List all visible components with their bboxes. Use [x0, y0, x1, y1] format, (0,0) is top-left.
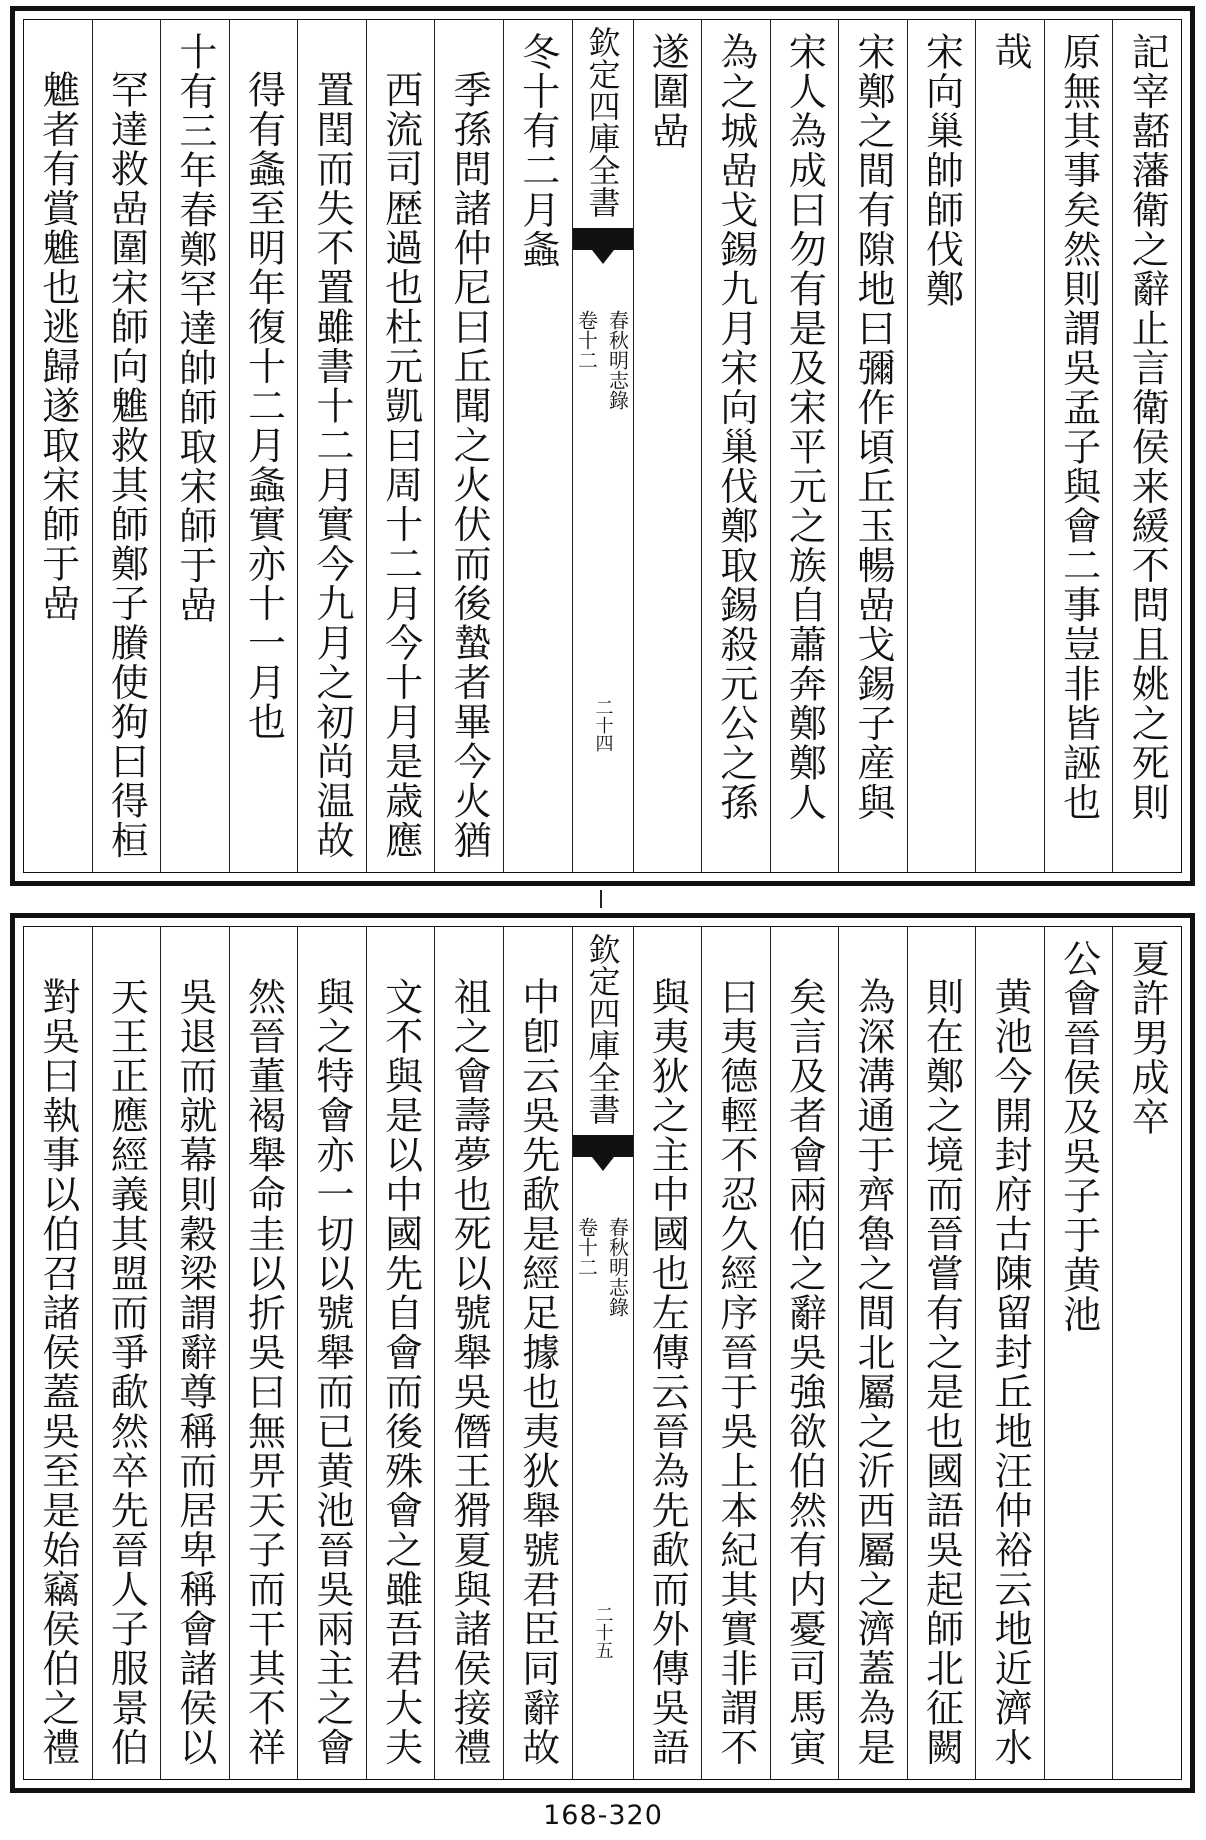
text-column: [907, 927, 976, 1779]
column-text: 與夷狄之主中國也左傳云晉為先歃而外傳吳語: [645, 977, 690, 1767]
text-column: [1044, 927, 1113, 1779]
column-text: 中卽云吳先歃是經足據也夷狄舉號君臣同辭故: [515, 977, 560, 1767]
column-text: 宋向巢帥師伐鄭: [919, 32, 964, 309]
top-page-columns: [23, 19, 1182, 873]
spine-title: 欽定四庫全書: [583, 933, 622, 1125]
fish-tail-mark: [573, 228, 633, 250]
column-text: 原無其事矣然則謂吳孟子與會二事豈非皆誣也: [1056, 32, 1101, 822]
text-column: [434, 20, 503, 872]
text-column: [160, 20, 229, 872]
column-text: 為之城嵒戈錫九月宋向巢伐鄭取錫殺元公之孫: [713, 32, 758, 822]
column-text: 罕達救嵒圍宋師向魋救其師鄭子賸使狗曰得桓: [104, 70, 149, 860]
text-column: [160, 927, 229, 1779]
text-column: [92, 20, 161, 872]
text-column: [229, 927, 298, 1779]
column-text: 文不與是以中國先自會而後殊會之雖吾君大夫: [378, 977, 423, 1767]
spine-volume: 卷十二: [574, 1217, 599, 1277]
text-column: [366, 927, 435, 1779]
text-column: [838, 927, 907, 1779]
text-column: [297, 20, 366, 872]
column-text: 置閏而失不置雖書十二月實今九月之初尚温故: [310, 70, 355, 860]
column-text: 吳退而就幕則穀梁謂辭尊稱而居卑稱會諸侯以: [172, 977, 217, 1767]
center-spine: [572, 927, 633, 1779]
column-text: 西流司歴過也杜元凱曰周十二月今十月是歳應: [378, 70, 423, 860]
text-column: [701, 927, 770, 1779]
spine-page-number: 二十五: [592, 1605, 614, 1659]
spine-book-name: 春秋明志錄: [605, 1217, 630, 1317]
gutter-mark: [600, 890, 602, 908]
top-page: [10, 6, 1195, 886]
text-column: [907, 20, 976, 872]
column-text: 矣言及者會兩伯之辭吳強欲伯然有内憂司馬寅: [782, 977, 827, 1767]
column-text: 十有三年春鄭罕達帥師取宋師于嵒: [172, 32, 217, 625]
bottom-page: [10, 913, 1195, 1793]
text-column: [434, 927, 503, 1779]
page-number-footer: 168-320: [543, 1800, 663, 1831]
column-text: 則在鄭之境而晉嘗有之是也國語吳起師北征闕: [919, 977, 964, 1767]
spine-volume: 卷十二: [574, 310, 599, 370]
text-column: [1112, 20, 1181, 872]
text-column: [92, 927, 161, 1779]
text-column: [24, 20, 92, 872]
column-text: 然晉董褐舉命圭以折吳曰無畀天子而干其不祥: [241, 977, 286, 1767]
fish-tail-mark: [573, 1135, 633, 1157]
text-column: [229, 20, 298, 872]
spine-title: 欽定四庫全書: [583, 26, 622, 218]
text-column: [24, 927, 92, 1779]
column-text: 魋者有賞魋也逃歸遂取宋師于嵒: [35, 70, 80, 623]
spine-subtitle: [573, 1217, 633, 1317]
column-text: 對吳曰執事以伯召諸侯蓋吳至是始竊侯伯之禮: [35, 977, 80, 1767]
bottom-page-columns: [23, 926, 1182, 1780]
column-text: 哉: [988, 32, 1033, 72]
column-text: 宋人為成曰勿有是及宋平元之族自蕭奔鄭鄭人: [782, 32, 827, 822]
column-text: 夏許男成卒: [1125, 939, 1170, 1137]
column-text: 遂圍嵒: [645, 32, 690, 151]
column-text: 曰夷德輕不忍久經序晉于吳上本紀其實非謂不: [713, 977, 758, 1767]
column-text: 黄池今開封府古陳留封丘地汪仲裕云地近濟水: [988, 977, 1033, 1767]
spine-page-number: 二十四: [592, 698, 614, 752]
text-column: [366, 20, 435, 872]
spine-book-name: 春秋明志錄: [605, 310, 630, 410]
text-column: [503, 927, 572, 1779]
text-column: [1112, 927, 1181, 1779]
text-column: [503, 20, 572, 872]
column-text: 為深溝通于齊魯之間北屬之沂西屬之濟蓋為是: [850, 977, 895, 1767]
column-text: 祖之會壽夢也死以號舉吳僭王猾夏與諸侯接禮: [447, 977, 492, 1767]
column-text: 宋鄭之間有隙地曰彌作頃丘玉暢嵒戈錫子産與: [850, 32, 895, 822]
text-column: [975, 927, 1044, 1779]
text-column: [701, 20, 770, 872]
text-column: [770, 20, 839, 872]
text-column: [838, 20, 907, 872]
column-text: 得有螽至明年復十二月螽實亦十一月也: [241, 70, 286, 742]
text-column: [297, 927, 366, 1779]
column-text: 天王正應經義其盟而爭歃然卒先晉人子服景伯: [104, 977, 149, 1767]
column-text: 冬十有二月螽: [515, 32, 560, 269]
column-text: 公會晉侯及吳子于黄池: [1056, 939, 1101, 1334]
column-text: 季孫問諸仲尼曰丘聞之火伏而後蟄者畢今火猶: [447, 70, 492, 860]
text-column: [1044, 20, 1113, 872]
text-column: [633, 20, 702, 872]
text-column: [633, 927, 702, 1779]
text-column: [770, 927, 839, 1779]
center-spine: [572, 20, 633, 872]
column-text: 與之特會亦一切以號舉而已黄池晉吳兩主之會: [310, 977, 355, 1767]
spine-subtitle: [573, 310, 633, 410]
text-column: [975, 20, 1044, 872]
column-text: 記宰嚭藩衛之辭止言衛侯来緩不問且姚之死則: [1125, 32, 1170, 822]
